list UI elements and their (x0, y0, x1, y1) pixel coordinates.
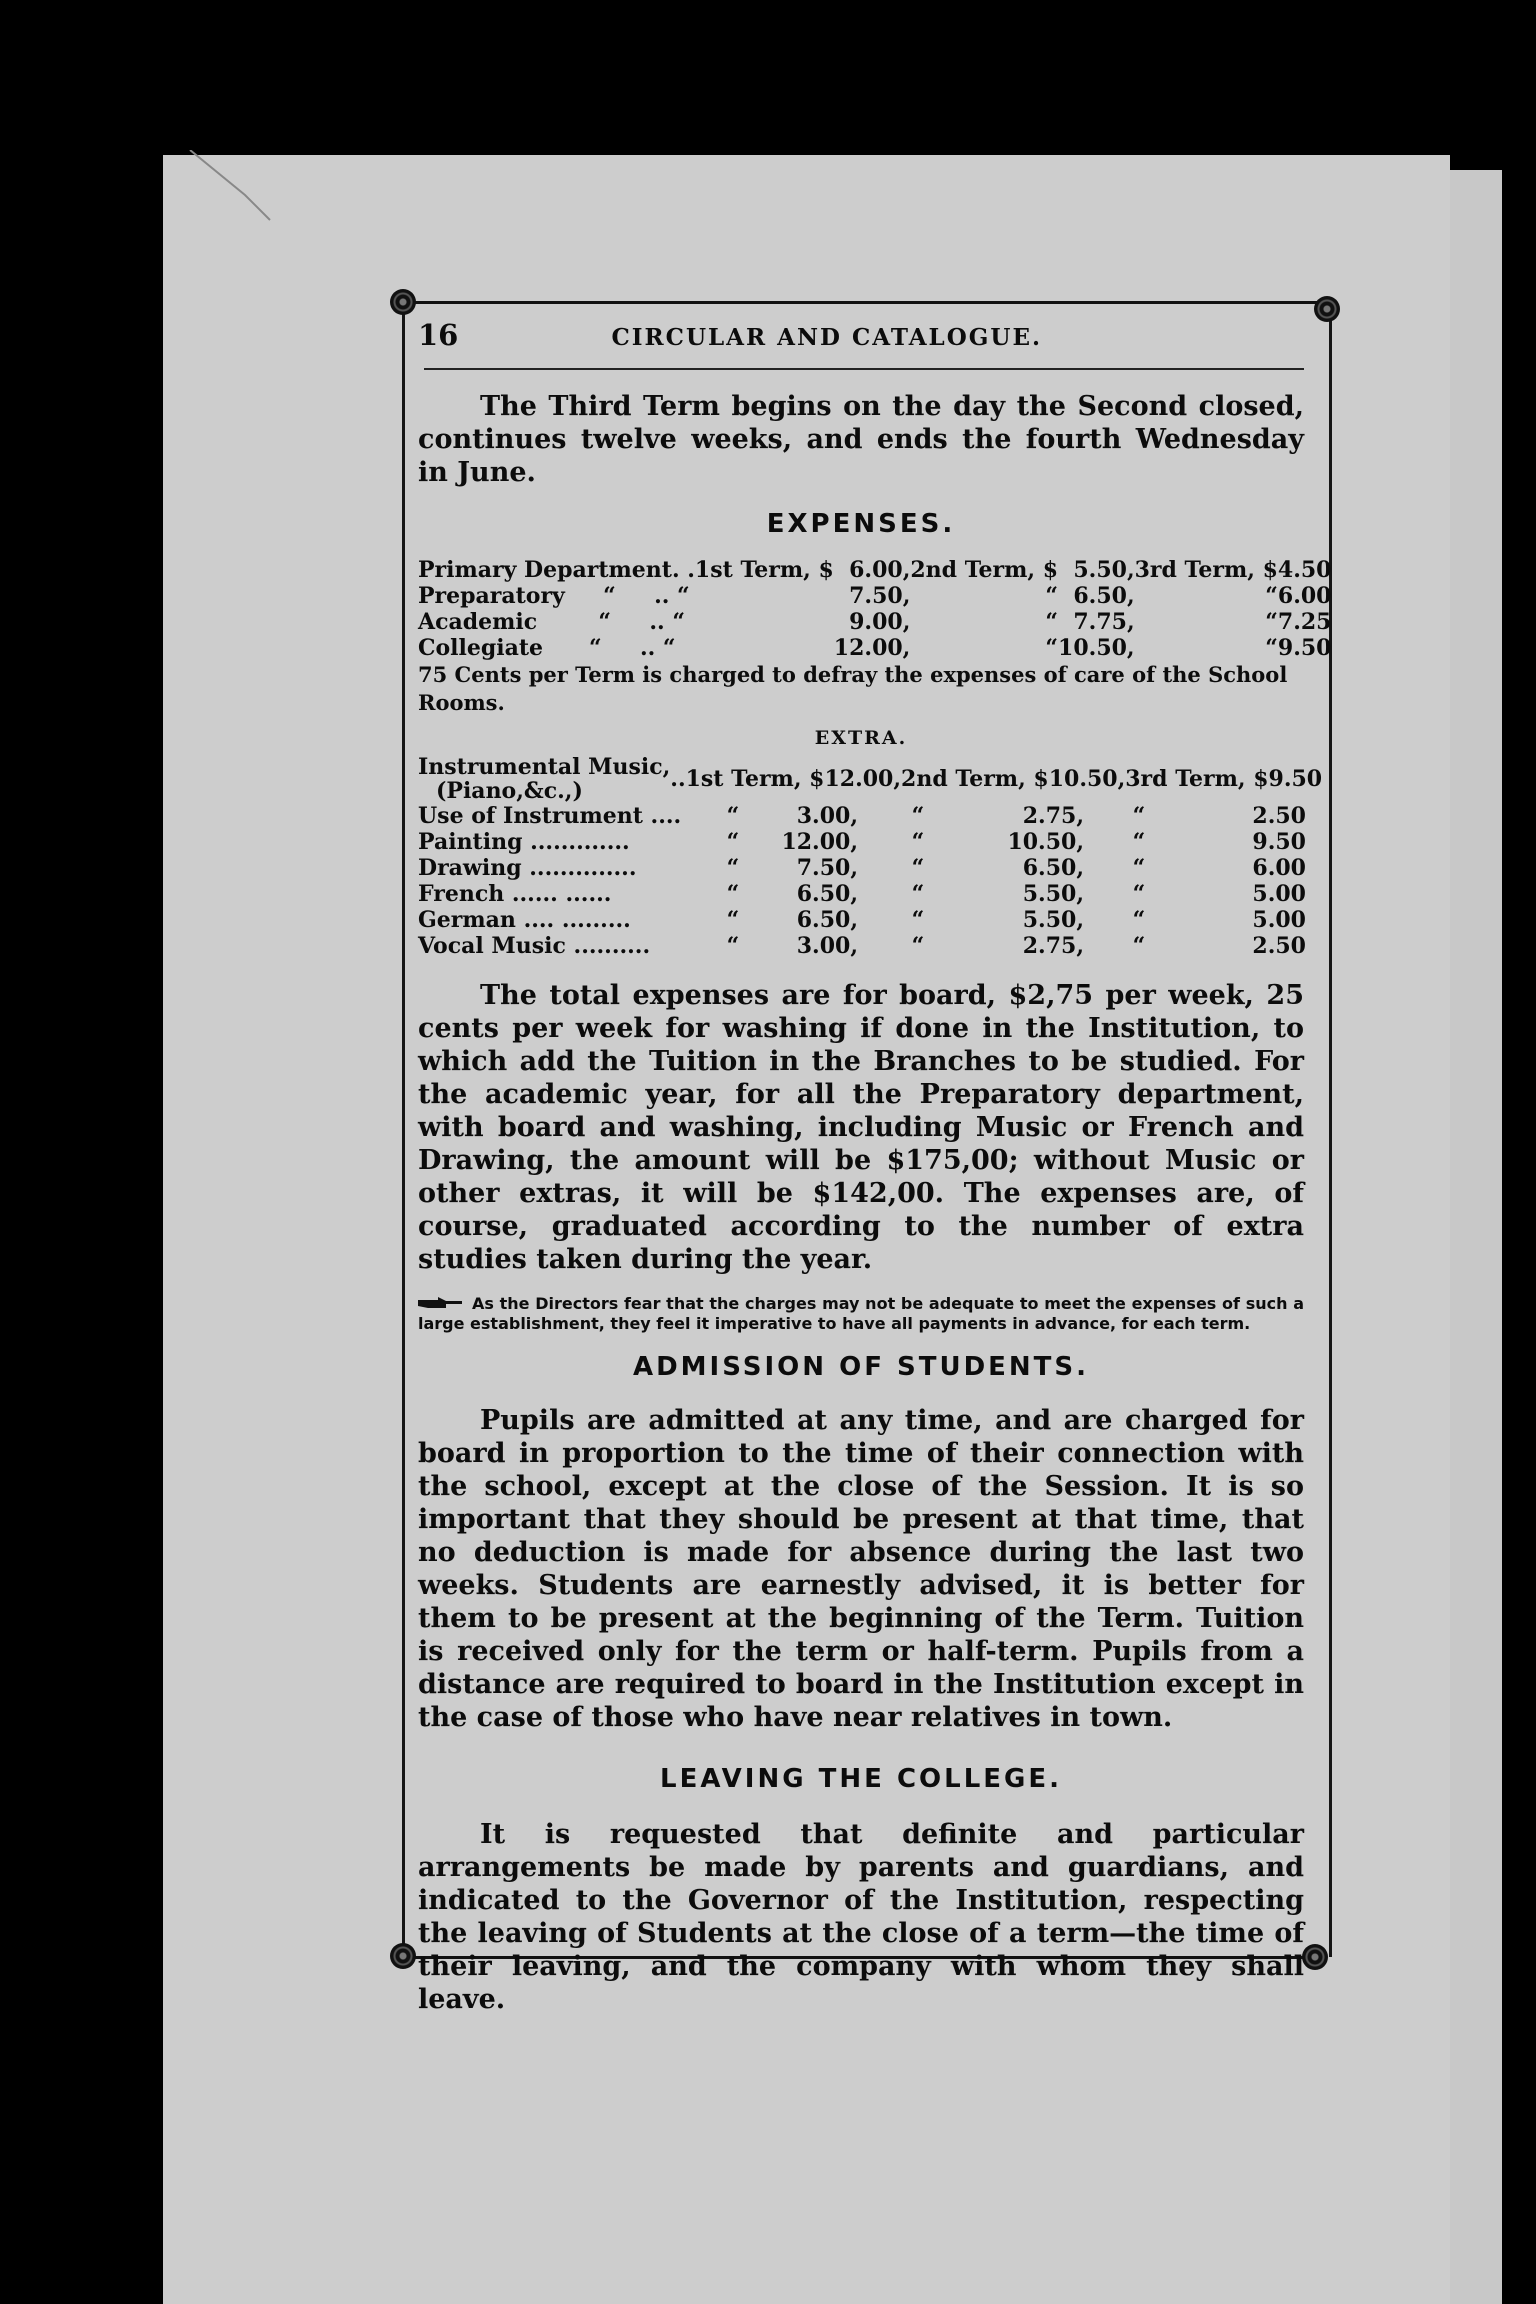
table-cell: “ (911, 907, 925, 933)
table-cell: “ (726, 855, 740, 881)
page-content (418, 318, 1332, 2016)
expenses-table (418, 557, 1331, 661)
table-cell: “ (1265, 583, 1278, 609)
admission-paragraph: Pupils are admitted at any time, and are charged for board in proportion to the time of their connection with the school, except at the close of the Session. It is so important that they should be present at that time, that no deduction is made for absence during the last two weeks. Students are earnestly advised, it is better for them to be present at the beginning of the Term. Tuition is received only for the term or half-term. Pupils from a distance are required to board in the Institution except in the case of those who have near relatives in town. (418, 1405, 1304, 1733)
table-cell: 6.50, (796, 881, 858, 907)
leaving-heading: LEAVING THE COLLEGE. (660, 1764, 1062, 1794)
extra-heading: EXTRA. (814, 727, 908, 749)
table-cell: 5.50, (1022, 881, 1084, 907)
table-row (418, 609, 1331, 635)
instrumental-music-label (418, 755, 670, 803)
expenses-note: 75 Cents per Term is charged to defray the expenses of care of the School Rooms. (418, 662, 1288, 715)
table-cell: 3.00, (796, 803, 858, 829)
table-cell: 7.50, (796, 855, 858, 881)
table-cell: Painting ............. (418, 829, 630, 855)
table-cell: 6.50, (1073, 583, 1135, 609)
table-cell: 7.25 (1277, 609, 1332, 635)
expenses-heading: EXPENSES. (766, 509, 956, 539)
corner-ornament-top-right (1314, 296, 1340, 322)
label-line: Instrumental Music, (418, 754, 671, 780)
table-cell: “ (911, 803, 925, 829)
table-cell: 2.50 (1252, 933, 1306, 959)
table-cell: “ (911, 881, 925, 907)
table-cell: 5.50, (1022, 907, 1084, 933)
table-row (418, 635, 1331, 661)
corner-ornament-bottom-right (1302, 1944, 1328, 1970)
table-cell: French ...... ...... (418, 881, 612, 907)
table-cell: 9.00, (849, 609, 911, 635)
label-line: (Piano,&c.,) (436, 778, 583, 804)
table-cell: “ (726, 829, 740, 855)
table-cell: Primary Department. .1st Term, $ (418, 557, 834, 583)
table-cell: 5.00 (1252, 881, 1306, 907)
table-cell: “ (911, 933, 925, 959)
table-cell: Vocal Music .......... (418, 933, 651, 959)
table-cell: 10.50, (1058, 635, 1135, 661)
table-cell: 5.00 (1252, 907, 1306, 933)
table-cell: 10.50, (1007, 829, 1084, 855)
page-fold-mark (160, 150, 330, 270)
table-cell: “ (726, 803, 740, 829)
table-cell: “ (1132, 933, 1146, 959)
table-cell: “ (1045, 609, 1059, 635)
table-row (418, 907, 1306, 933)
extra-table-rows (418, 803, 1306, 959)
table-cell: Drawing .............. (418, 855, 637, 881)
table-cell: “ (1132, 881, 1146, 907)
corner-ornament-bottom-left (390, 1943, 416, 1969)
table-cell: 6.50, (796, 907, 858, 933)
table-cell: “ (1132, 803, 1146, 829)
table-cell: “ (1265, 635, 1278, 661)
table-cell: “ (1132, 855, 1146, 881)
table-cell: “ (726, 933, 740, 959)
table-cell: 12.00, (833, 635, 911, 661)
leaving-paragraph: It is requested that definite and particular arrangements be made by parents and guardians, and indicated to the Governor of the Institution, respecting the leaving of Students at the close of a term—the time of their leaving, and the company with whom they shall leave. (418, 1819, 1304, 2015)
table-cell: “ (1132, 829, 1146, 855)
pointing-hand-icon (418, 1297, 462, 1311)
top-border-rule (404, 301, 1324, 304)
running-header (418, 318, 1304, 360)
table-cell: 6.00 (1277, 583, 1332, 609)
table-cell: 7.50, (849, 583, 911, 609)
table-cell: 12.00, (781, 829, 858, 855)
table-cell: “ (1265, 609, 1278, 635)
table-cell: German .... ......... (418, 907, 631, 933)
table-cell: Collegiate “ .. “ (418, 635, 676, 661)
table-row (418, 829, 1306, 855)
table-cell: 9.50 (1277, 635, 1332, 661)
table-cell: Preparatory “ .. “ (418, 583, 690, 609)
table-cell: 2nd Term, $10.50, (901, 766, 1126, 792)
table-row (418, 557, 1331, 583)
table-cell: 2.75, (1022, 803, 1084, 829)
extra-table (418, 755, 1322, 803)
payment-notice (418, 1294, 1304, 1334)
table-cell: “ (726, 907, 740, 933)
table-cell: 5.50, (1073, 557, 1135, 583)
running-title: CIRCULAR AND CATALOGUE. (611, 324, 1042, 351)
table-cell: 2nd Term, $ (910, 557, 1059, 583)
table-cell: 9.50 (1252, 829, 1306, 855)
table-cell: 3rd Term, $ (1134, 557, 1278, 583)
adjacent-page-edge (1450, 170, 1502, 2304)
total-expenses-paragraph: The total expenses are for board, $2,75 per week, 25 cents per week for washing if done in the Institution, to which add the Tuition in the Branches to be studied. For the academic year, for all the Preparatory department, with board and washing, including Music or French and Drawing, the amount will be $175,00; without Music or other extras, it will be $142,00. The expenses are, of course, graduated according to the number of extra studies taken during the year. (418, 980, 1304, 1275)
table-cell: 2.50 (1252, 803, 1306, 829)
table-cell: 4.50 (1277, 557, 1332, 583)
table-cell: 2.75, (1022, 933, 1084, 959)
table-cell: “ (1045, 635, 1059, 661)
table-cell: “ (1045, 583, 1059, 609)
table-cell: Use of Instrument .... (418, 803, 682, 829)
payment-notice-text: As the Directors fear that the charges may not be adequate to meet the expenses of such a large establishment, they feel it imperative to have all payments in advance, for each term. (418, 1294, 1304, 1333)
table-cell: 6.00 (1252, 855, 1306, 881)
table-cell: 7.75, (1073, 609, 1135, 635)
table-cell: “ (911, 829, 925, 855)
table-row (418, 855, 1306, 881)
table-cell: 3.00, (796, 933, 858, 959)
table-cell: 6.00, (849, 557, 911, 583)
header-rule (424, 368, 1304, 370)
table-cell: ..1st Term, $12.00, (670, 766, 902, 792)
corner-ornament-top-left (390, 289, 416, 315)
table-row (418, 881, 1306, 907)
table-row (418, 803, 1306, 829)
table-row (418, 583, 1331, 609)
table-cell: “ (1132, 907, 1146, 933)
table-cell: “ (726, 881, 740, 907)
table-cell: “ (911, 855, 925, 881)
intro-paragraph: The Third Term begins on the day the Second closed, continues twelve weeks, and ends the fourth Wednesday in June. (418, 391, 1304, 488)
table-cell: 3rd Term, $9.50 (1125, 766, 1323, 792)
table-row (418, 755, 1322, 803)
admission-heading: ADMISSION OF STUDENTS. (632, 1352, 1090, 1382)
table-cell: Academic “ .. “ (418, 609, 685, 635)
table-cell: 6.50, (1022, 855, 1084, 881)
table-row (418, 933, 1306, 959)
page-number: 16 (418, 318, 459, 352)
